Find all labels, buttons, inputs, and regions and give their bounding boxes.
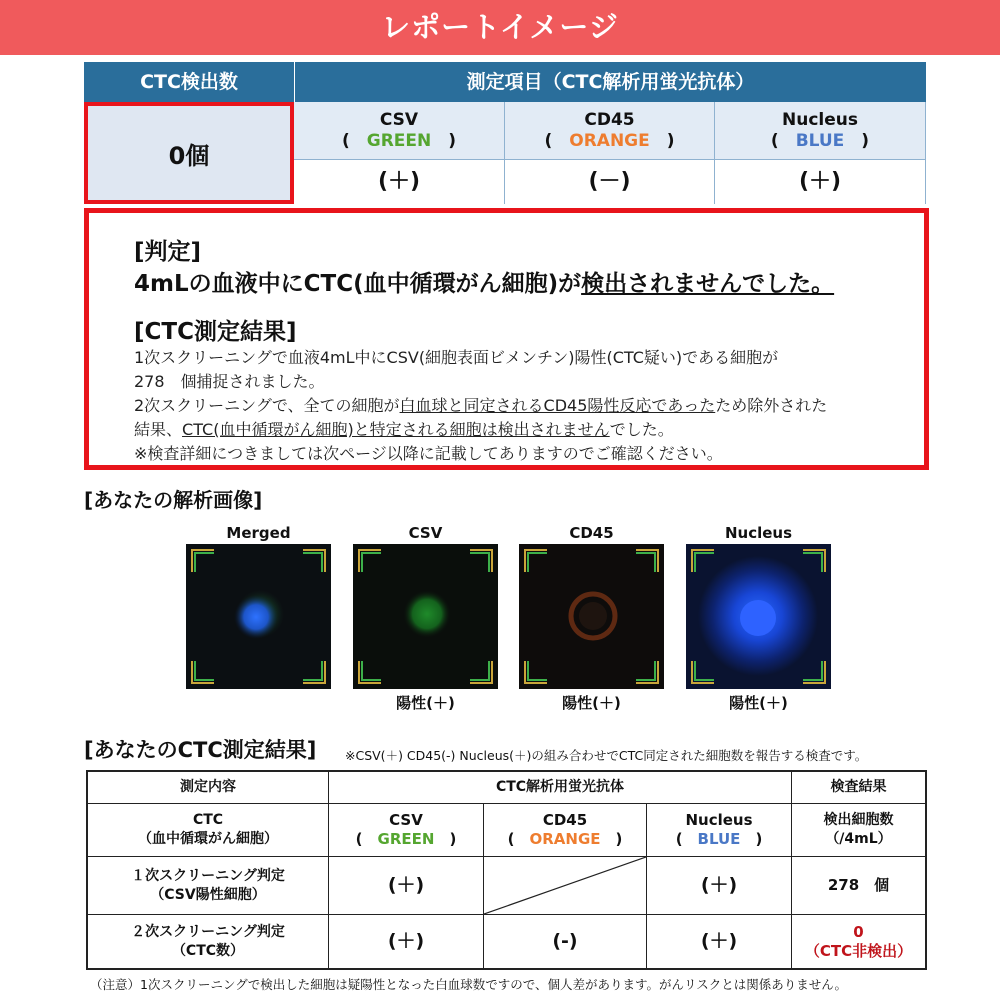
merged-label: Merged	[226, 524, 291, 542]
result-line-4: 結果、CTC(血中循環がん細胞)と特定される細胞は検出されませんでした。	[134, 420, 674, 439]
cd45-result: (－)	[505, 160, 714, 204]
footnote: （注意）1次スクリーニングで検出した細胞は疑陽性となった白血球数ですので、個人差があります。がんリスクとは関係ありません。	[90, 977, 847, 992]
csv-result: (＋)	[294, 160, 504, 204]
ctc-label-cell: CTC （血中循環がん細胞）	[88, 804, 329, 857]
table-row-2-nucleus: (＋)	[647, 915, 792, 968]
merged-image	[186, 544, 331, 689]
table-row-2-result: 0 （CTC非検出）	[804, 922, 913, 960]
csv-name: CSV	[379, 110, 419, 130]
cd45-image	[519, 544, 664, 689]
judgement-heading: [判定]	[134, 239, 202, 265]
result-line-5: ※検査詳細につきましては次ページ以降に記載してありますのでご確認ください。	[134, 444, 723, 463]
csv-column: CSV ( GREEN ) (＋)	[294, 102, 505, 204]
header-antibody: CTC解析用蛍光抗体	[329, 772, 792, 804]
table-row-1-cd45	[484, 857, 647, 915]
cd45-subheader: CD45 ( ORANGE )	[484, 804, 647, 857]
cd45-color-name: ORANGE	[569, 131, 650, 151]
summary-table	[84, 62, 926, 204]
result-line-3: 2次スクリーニングで、全ての細胞が白血球と同定されるCD45陽性反応であったため除外された	[134, 396, 828, 415]
results-section-title: [あなたのCTC測定結果]	[84, 738, 317, 762]
results-section-note: ※CSV(＋) CD45(-) Nucleus(＋)の組み合わせでCTC同定された細胞数を報告する検査です。	[345, 748, 868, 763]
cd45-positive-label: 陽性(＋)	[562, 694, 621, 712]
result-heading: [CTC測定結果]	[134, 319, 297, 345]
result-line-2: 278 個捕捉されました。	[134, 372, 325, 391]
diagonal-slash	[484, 857, 646, 914]
table-row-1-label: １次スクリーニング判定 （CSV陽性細胞）	[88, 857, 329, 915]
table-row-1-csv: (＋)	[329, 857, 484, 915]
cd45-image-label: CD45	[569, 524, 614, 542]
nucleus-subheader: Nucleus ( BLUE )	[647, 804, 792, 857]
result-body	[134, 346, 914, 466]
report-banner: レポートイメージ	[0, 0, 1000, 55]
judgement-main-prefix: 4mLの血液中にCTC(血中循環がん細胞)が	[134, 271, 582, 297]
items-header: 測定項目（CTC解析用蛍光抗体）	[294, 62, 926, 102]
nucleus-color-name: BLUE	[795, 131, 845, 151]
judgement-box	[84, 208, 929, 470]
csv-positive-label: 陽性(＋)	[396, 694, 455, 712]
nucleus-image-label: Nucleus	[724, 524, 793, 542]
nucleus-name: Nucleus	[782, 110, 858, 130]
count-header: CTC検出数	[84, 62, 294, 102]
table-row-2-label: ２次スクリーニング判定 （CTC数）	[88, 915, 329, 968]
csv-image-label: CSV	[408, 524, 443, 542]
nucleus-positive-label: 陽性(＋)	[729, 694, 788, 712]
csv-image	[353, 544, 498, 689]
cd45-column: CD45 ( ORANGE ) (－)	[505, 102, 715, 204]
result-line-1: 1次スクリーニングで血液4mL中にCSV(細胞表面ビメンチン)陽性(CTC疑い)である細胞が	[134, 348, 779, 367]
table-row-2-csv: (＋)	[329, 915, 484, 968]
nucleus-result: (＋)	[715, 160, 925, 204]
table-row-2-cd45: (-)	[484, 915, 647, 968]
table-row-1-nucleus: (＋)	[647, 857, 792, 915]
images-section-title: [あなたの解析画像]	[84, 488, 263, 512]
count-subheader: 検出細胞数 （/4mL）	[792, 804, 925, 857]
cd45-name: CD45	[584, 110, 635, 130]
header-measure: 測定内容	[88, 772, 329, 804]
ctc-count-value: 0個	[84, 102, 294, 204]
header-result: 検査結果	[792, 772, 925, 804]
nucleus-image	[686, 544, 831, 689]
judgement-main	[134, 265, 834, 298]
nucleus-column: Nucleus ( BLUE ) (＋)	[715, 102, 926, 204]
judgement-main-underlined: 検出されませんでした。	[581, 271, 835, 297]
csv-subheader: CSV ( GREEN )	[329, 804, 484, 857]
results-table	[86, 770, 927, 970]
csv-color-name: GREEN	[366, 131, 432, 151]
table-row-1-result: 278 個	[792, 857, 925, 915]
